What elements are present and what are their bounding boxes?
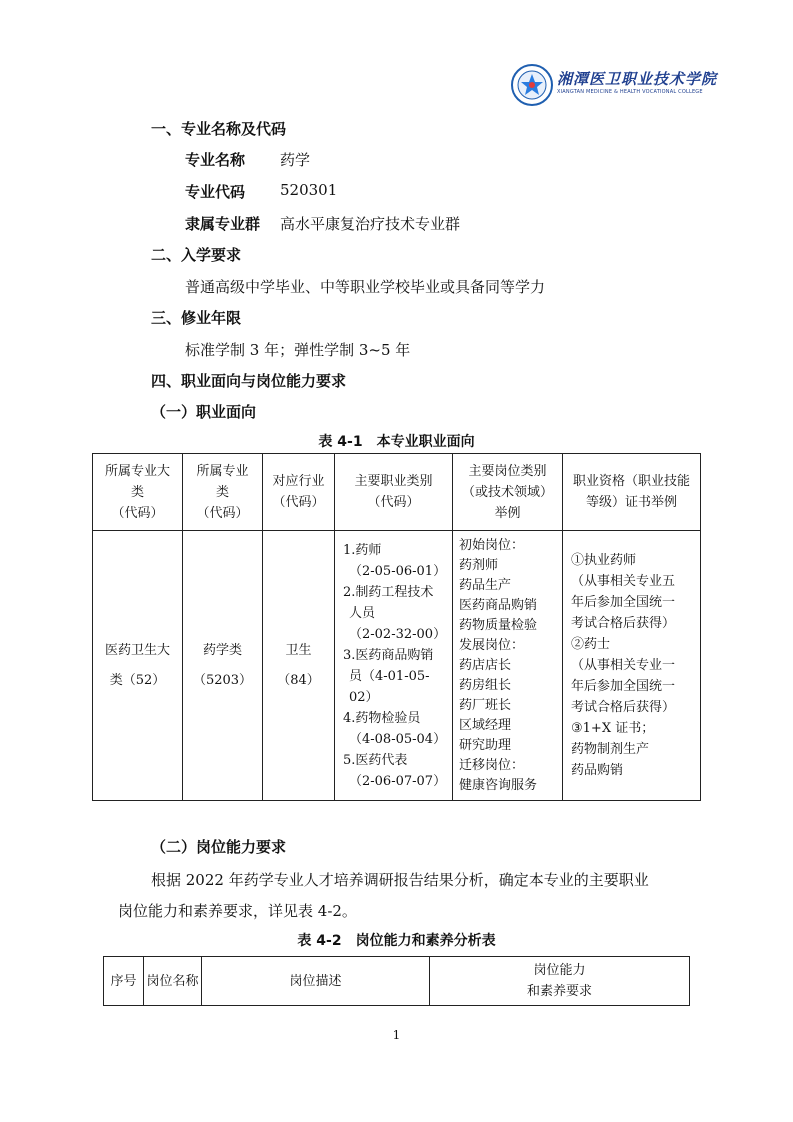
cell-industry: 卫生 （84） <box>263 531 335 801</box>
table2-caption: 表 4-2 岗位能力和素养分析表 <box>297 933 496 949</box>
page-number: 1 <box>392 1028 401 1042</box>
table-row <box>93 531 701 801</box>
major-group-value: 高水平康复治疗技术专业群 <box>280 215 461 233</box>
major-group-label: 隶属专业群 <box>185 215 261 233</box>
table1-caption: 表 4-1 本专业职业面向 <box>318 434 475 450</box>
header-position-ability: 岗位能力 和素养要求 <box>430 957 690 1006</box>
header-occupation: 主要职业类别 （代码） <box>335 454 453 531</box>
header-major-class: 所属专业 类 （代码） <box>183 454 263 531</box>
subsection-heading-abilities: （二）岗位能力要求 <box>151 838 287 856</box>
subsection-heading-career: （一）职业面向 <box>151 403 257 421</box>
major-name-label: 专业名称 <box>185 151 246 169</box>
major-code-label: 专业代码 <box>185 183 246 201</box>
duration-text: 标准学制 3 年；弹性学制 3~5 年 <box>185 341 411 359</box>
career-table <box>92 453 701 801</box>
header-positions: 主要岗位类别 （或技术领域） 举例 <box>453 454 563 531</box>
cell-positions: 初始岗位： 药剂师 药品生产 医药商品购销 药物质量检验 发展岗位： 药店店长 药房组长 药厂班长 区域经理 研究助理 迁移岗位： 健康咨询服务 <box>453 531 563 801</box>
section-heading-4: 四、职业面向与岗位能力要求 <box>151 372 347 390</box>
major-name-value: 药学 <box>280 151 311 169</box>
header-industry: 对应行业 （代码） <box>263 454 335 531</box>
paragraph-line-2: 岗位能力和素养要求，详见表 4-2。 <box>118 902 357 920</box>
ability-table <box>103 956 690 1006</box>
cell-occupation: 1.药师 （2-05-06-01） 2.制药工程技术 人员 （2-02-32-00） 3.医药商品购销 员（4-01-05-02） 4.药物检验员 （4-08-05-04） 5.医药代表 （2-06-07-07） <box>335 531 453 801</box>
admission-text: 普通高级中学毕业、中等职业学校毕业或具备同等学力 <box>185 278 546 296</box>
header-position-name: 岗位名称 <box>144 957 202 1006</box>
college-logo <box>511 64 721 106</box>
section-heading-2: 二、入学要求 <box>151 246 242 264</box>
college-seal-icon <box>511 64 553 106</box>
section-heading-3: 三、修业年限 <box>151 309 242 327</box>
college-name: 湘潭医卫职业技术学院 <box>557 70 718 88</box>
cell-certificates: ①执业药师 （从事相关专业五 年后参加全国统一 考试合格后获得） ②药士 （从事相关专业一 年后参加全国统一 考试合格后获得） ③1+X 证书； 药物制剂生产 药品购销 <box>563 531 701 801</box>
cell-major-category: 医药卫生大 类（52） <box>93 531 183 801</box>
paragraph-line-1: 根据 2022 年药学专业人才培养调研报告结果分析，确定本专业的主要职业 <box>151 871 649 889</box>
cell-major-class: 药学类 （5203） <box>183 531 263 801</box>
table-header-row <box>104 957 690 1006</box>
header-position-description: 岗位描述 <box>202 957 430 1006</box>
major-code-value: 520301 <box>280 181 338 199</box>
header-index: 序号 <box>104 957 144 1006</box>
header-major-category: 所属专业大 类 （代码） <box>93 454 183 531</box>
section-heading-1: 一、专业名称及代码 <box>151 120 287 138</box>
header-certificates: 职业资格（职业技能 等级）证书举例 <box>563 454 701 531</box>
table-header-row <box>93 454 701 531</box>
college-english-name: XIANGTAN MEDICINE & HEALTH VOCATIONAL COLLEGE <box>557 89 703 95</box>
